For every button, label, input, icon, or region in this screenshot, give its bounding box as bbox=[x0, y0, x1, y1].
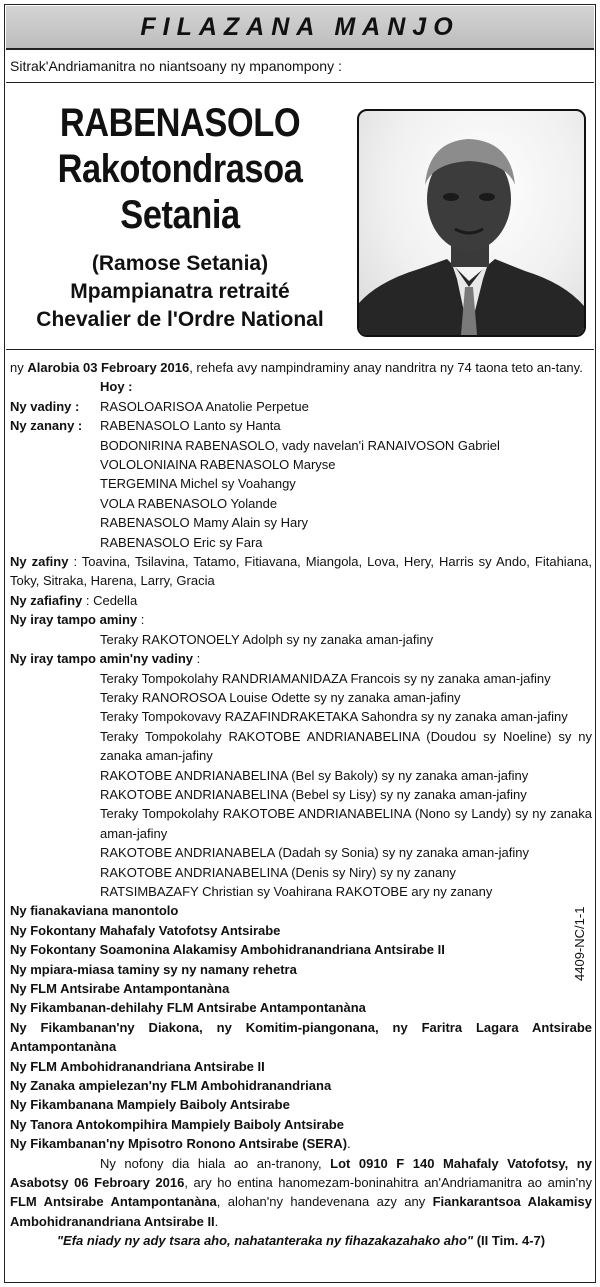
spouse-sibling-item: RAKOTOBE ANDRIANABELA (Dadah sy Sonia) sy ny zanaka aman-jafiny bbox=[100, 845, 529, 861]
spouse-sibling-item: RAKOTOBE ANDRIANABELINA (Bebel sy Lisy) sy ny zanaka aman-jafiny bbox=[100, 786, 527, 802]
deceased-name bbox=[10, 100, 350, 238]
group-item: Ny mpiara-miasa taminy sy ny namany rehetra bbox=[10, 961, 297, 977]
name-line-3: Setania bbox=[120, 193, 240, 237]
portrait-photo-icon bbox=[357, 109, 586, 337]
bible-verse: "Efa niady ny ady tsara aho, nahatanteraka ny fihazakazahako aho" (II Tim. 4-7) bbox=[56, 1233, 546, 1249]
great-grandchildren: Ny zafiafiny : Cedella bbox=[10, 592, 138, 608]
child-item: RABENASOLO Mamy Alain sy Hary bbox=[100, 515, 309, 531]
group-item: Ny FLM Antsirabe Antampontanàna bbox=[10, 981, 230, 996]
child-item: RABENASOLO Eric sy Fara bbox=[100, 534, 263, 550]
child-item: RABENASOLO Lanto sy Hanta bbox=[100, 418, 281, 434]
reference-code-wrap bbox=[570, 893, 592, 985]
spouse-name: RASOLOARISOA Anatolie Perpetue bbox=[100, 398, 309, 414]
death-statement: ny Alarobia 03 Febroary 2016, rehefa avy nampindraminy anay nandritra ny 74 taona teto an-tany. bbox=[10, 360, 583, 375]
spouse-sibling-item: Teraky Tompokolahy RAKOTOBE ANDRIANABELINA (Nono sy Landy) sy ny zanaka aman-jafiny bbox=[100, 806, 592, 841]
portrait-silhouette bbox=[359, 111, 584, 335]
grandchildren: Ny zafiny : Toavina, Tsilavina, Tatamo, Fitiavana, Miangola, Lova, Hery, Harris sy Ando, Fitahiana, Toky, Sitraka, Harena, Larry, Gracia bbox=[10, 554, 592, 589]
title-profession: Mpampianatra retraité bbox=[70, 280, 290, 303]
children-label: Ny zanany : bbox=[10, 418, 83, 434]
hoy-label: Hoy : bbox=[100, 379, 133, 395]
burial-details: Ny nofony dia hiala ao an-tranony, Lot 0910 F 140 Mahafaly Vatofotsy, ny Asabotsy 06 Febroary 2016, ary ho entina hanomezam-boninahitra an'Andriamanitra ao amin'ny FLM Antsirabe Antampontanàna, alohan'ny handevenana azy any Fiankarantsoa Alakamisy Ambohidranandriana Antsirabe II. bbox=[10, 1155, 592, 1229]
group-item: Ny FLM Ambohidranandriana Antsirabe II bbox=[10, 1058, 265, 1074]
notice-body bbox=[10, 358, 592, 1251]
child-item: BODONIRINA RABENASOLO, vady navelan'i RANAIVOSON Gabriel bbox=[100, 437, 500, 453]
name-line-2: Rakotondrasoa bbox=[57, 147, 303, 191]
group-item: Ny Fikambanan-dehilahy FLM Antsirabe Antampontanàna bbox=[10, 1000, 366, 1016]
spouse-sibling-item: RAKOTOBE ANDRIANABELINA (Denis sy Niry) sy ny zanany bbox=[100, 864, 456, 880]
children-row bbox=[10, 416, 592, 435]
divider-top bbox=[6, 82, 594, 83]
group-item: Ny Zanaka ampielezan'ny FLM Ambohidranandriana bbox=[10, 1078, 332, 1094]
child-item: TERGEMINA Michel sy Voahangy bbox=[100, 476, 296, 492]
notice-banner: FILAZANA MANJO bbox=[6, 6, 594, 50]
spouse-sibling-item: Teraky RANOROSOA Louise Odette sy ny zanaka aman-jafiny bbox=[100, 689, 461, 705]
spouse-label: Ny vadiny : bbox=[10, 398, 80, 414]
spouse-siblings-label: Ny iray tampo amin'ny vadiny : bbox=[10, 651, 201, 667]
spouse-sibling-item: Teraky Tompokolahy RAKOTOBE ANDRIANABELINA (Doudou sy Noeline) sy ny zanaka aman-jafiny bbox=[100, 728, 592, 764]
child-item: VOLA RABENASOLO Yolande bbox=[100, 495, 278, 511]
reference-code: 4409-NC/1-1 bbox=[572, 906, 587, 981]
divider-photo bbox=[6, 349, 594, 350]
alias: (Ramose Setania) bbox=[91, 252, 269, 275]
group-item: Ny Fokontany Soamonina Alakamisy Ambohidranandriana Antsirabe II bbox=[10, 942, 445, 958]
siblings-label: Ny iray tampo aminy : bbox=[10, 612, 145, 628]
spouse-sibling-item: RATSIMBAZAFY Christian sy Voahirana RAKOTOBE ary ny zanany bbox=[100, 883, 493, 899]
group-item: Ny Fikambanana Mampiely Baiboly Antsirabe bbox=[10, 1097, 290, 1113]
group-item: Ny Fikambanan'ny Diakona, ny Komitim-piangonana, ny Faritra Lagara Antsirabe Antampontanàna bbox=[10, 1019, 592, 1055]
spouse-sibling-item: Teraky Tompokovavy RAZAFINDRAKETAKA Sahondra sy ny zanaka aman-jafiny bbox=[100, 709, 568, 725]
group-item: Ny Tanora Antokompihira Mampiely Baiboly Antsirabe bbox=[10, 1116, 344, 1132]
intro-text: Sitrak'Andriamanitra no niantsoany ny mpanompony : bbox=[10, 58, 342, 74]
death-date: Alarobia 03 Febroary 2016 bbox=[27, 360, 190, 375]
deceased-titles bbox=[10, 250, 350, 334]
sibling-item: Teraky RAKOTONOELY Adolph sy ny zanaka aman-jafiny bbox=[100, 631, 434, 647]
spouse-row bbox=[10, 397, 592, 416]
child-item: VOLOLONIAINA RABENASOLO Maryse bbox=[100, 457, 336, 473]
group-item-last: Ny Fikambanan'ny Mpisotro Ronono Antsirabe (SERA). bbox=[10, 1136, 351, 1152]
group-item: Ny fianakaviana manontolo bbox=[10, 903, 179, 919]
title-honor: Chevalier de l'Ordre National bbox=[36, 308, 324, 331]
name-line-1: RABENASOLO bbox=[59, 101, 301, 145]
spouse-sibling-item: Teraky Tompokolahy RANDRIAMANIDAZA Francois sy ny zanaka aman-jafiny bbox=[100, 670, 551, 686]
group-item: Ny Fokontany Mahafaly Vatofotsy Antsirabe bbox=[10, 922, 281, 938]
spouse-sibling-item: RAKOTOBE ANDRIANABELINA (Bel sy Bakoly) sy ny zanaka aman-jafiny bbox=[100, 767, 529, 783]
